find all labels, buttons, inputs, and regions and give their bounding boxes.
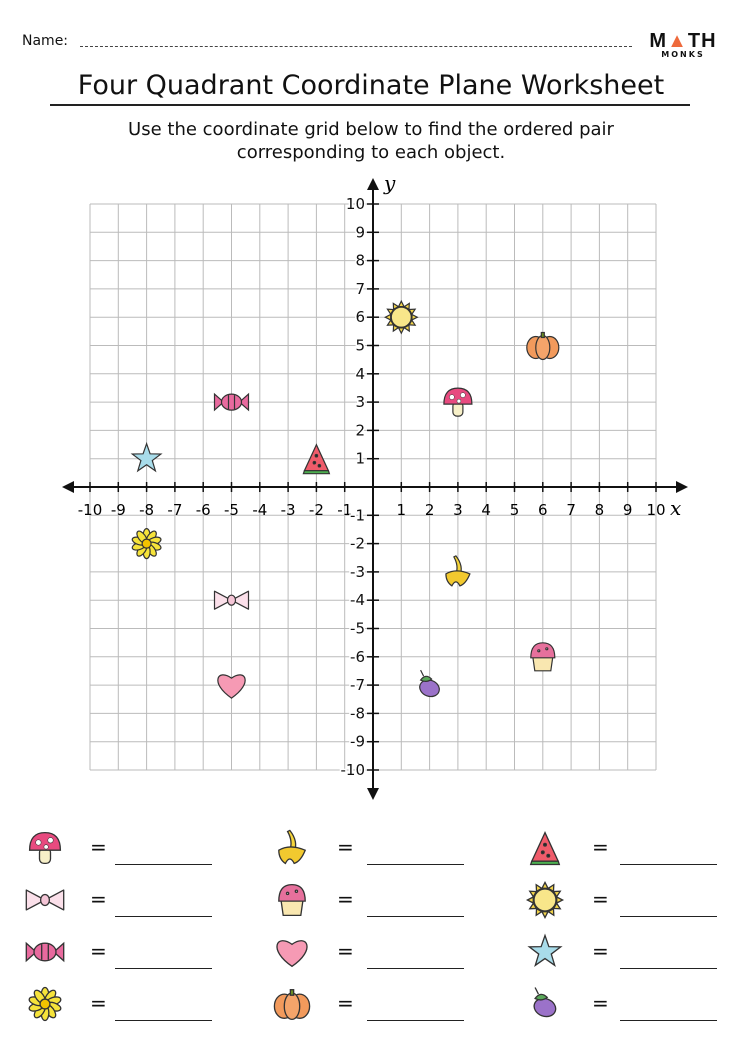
answer-blank-bow[interactable] xyxy=(115,916,212,917)
heart-icon xyxy=(277,941,307,967)
x-tick-label: -4 xyxy=(252,501,268,519)
flower-icon xyxy=(131,529,162,559)
cupcake-liner xyxy=(533,657,553,671)
y-tick-label: 4 xyxy=(355,364,365,383)
answer-blank-candy[interactable] xyxy=(115,968,212,969)
bow-knot xyxy=(41,895,50,906)
sun-ray xyxy=(412,314,417,319)
y-tick-label: -7 xyxy=(350,676,365,695)
equals-sign: = xyxy=(337,835,354,859)
sprinkle xyxy=(287,892,289,894)
y-axis-label: y xyxy=(384,171,396,195)
heart-icon xyxy=(218,675,245,698)
answer-blank-banana[interactable] xyxy=(367,864,464,865)
sun-disc xyxy=(534,889,556,911)
answer-blank-cupcake[interactable] xyxy=(367,916,464,917)
sun-ray xyxy=(557,897,563,903)
x-tick-label: 1 xyxy=(396,501,407,519)
equals-sign: = xyxy=(592,887,609,911)
candy-icon xyxy=(215,394,249,410)
sun-ray xyxy=(399,328,404,333)
answer-blank-heart[interactable] xyxy=(367,968,464,969)
x-tick-label: 5 xyxy=(509,501,520,519)
y-tick-label: 9 xyxy=(355,223,365,242)
pumpkin-stem xyxy=(541,333,544,338)
cupcake-frosting xyxy=(279,885,305,902)
flower-center xyxy=(142,539,151,548)
banana-icon xyxy=(279,830,305,863)
equals-sign: = xyxy=(337,939,354,963)
y-tick-label: -9 xyxy=(350,732,365,751)
y-tick-label: -10 xyxy=(340,761,365,779)
flower-icon xyxy=(28,988,62,1021)
y-tick-label: -3 xyxy=(350,562,365,581)
flower-center xyxy=(40,999,50,1009)
sun-disc xyxy=(391,307,411,327)
banana-icon xyxy=(446,556,470,586)
x-tick-label: -6 xyxy=(195,501,211,519)
y-tick-label: 5 xyxy=(355,336,365,355)
sun-ray xyxy=(542,882,548,888)
watermelon-seed xyxy=(547,854,550,857)
answer-blank-eggplant[interactable] xyxy=(620,1020,717,1021)
watermelon-rind xyxy=(303,471,329,474)
y-tick-label: 3 xyxy=(355,393,365,412)
x-axis-label: x xyxy=(670,496,682,520)
candy-icon xyxy=(26,943,63,961)
instructions: Use the coordinate grid below to find the ordered pair corresponding to each object. xyxy=(128,119,614,163)
eggplant-stem xyxy=(535,988,538,995)
pumpkin-lobe xyxy=(536,336,550,360)
pumpkin-stem xyxy=(290,990,293,996)
answer-blank-pumpkin[interactable] xyxy=(367,1020,464,1021)
mushroom-spot xyxy=(48,838,54,844)
y-tick-label: 2 xyxy=(355,421,365,440)
sun-icon xyxy=(527,882,562,917)
x-tick-label: 8 xyxy=(594,501,605,519)
mushroom-spot xyxy=(449,395,454,400)
banana-bunch xyxy=(279,847,305,864)
equals-sign: = xyxy=(90,887,107,911)
page-title: Four Quadrant Coordinate Plane Worksheet xyxy=(77,70,665,101)
banana-bunch xyxy=(446,571,470,586)
x-axis-arrow-right xyxy=(676,481,688,493)
sprinkle xyxy=(538,650,540,652)
x-tick-label: -9 xyxy=(110,501,126,519)
equals-sign: = xyxy=(592,939,609,963)
x-tick-label: 2 xyxy=(424,501,435,519)
watermelon-seed xyxy=(313,462,315,464)
cupcake-icon xyxy=(279,885,305,916)
x-tick-label: -3 xyxy=(280,501,296,519)
sun-ray xyxy=(527,897,533,903)
bow-icon xyxy=(26,890,63,910)
answer-blank-sun[interactable] xyxy=(620,916,717,917)
y-tick-label: -2 xyxy=(350,534,365,553)
y-tick-label: 8 xyxy=(355,251,365,270)
cupcake-liner xyxy=(281,900,303,915)
mushroom-spot xyxy=(457,399,461,403)
pumpkin-lobe xyxy=(284,993,299,1019)
x-tick-label: 9 xyxy=(622,501,633,519)
star-icon xyxy=(529,936,560,966)
y-tick-label: -4 xyxy=(350,591,365,610)
y-axis-arrow-up xyxy=(367,178,379,190)
x-tick-label: -10 xyxy=(77,501,103,519)
mushroom-spot xyxy=(460,393,465,398)
answer-blank-watermelon[interactable] xyxy=(620,864,717,865)
watermelon-rind xyxy=(531,861,560,864)
y-tick-label: -5 xyxy=(350,619,365,638)
y-tick-label: 10 xyxy=(345,195,365,213)
star-shape xyxy=(529,936,560,966)
x-tick-label: 7 xyxy=(566,501,576,519)
mushroom-icon xyxy=(30,833,61,864)
x-tick-label: -1 xyxy=(337,501,353,519)
mushroom-spot xyxy=(36,840,42,846)
answer-blank-star[interactable] xyxy=(620,968,717,969)
equals-sign: = xyxy=(90,835,107,859)
equals-sign: = xyxy=(592,835,609,859)
sprinkle xyxy=(546,648,548,650)
x-tick-label: 4 xyxy=(481,501,491,519)
sun-ray xyxy=(542,912,548,918)
heart-shape xyxy=(218,675,245,698)
x-tick-label: -7 xyxy=(167,501,183,519)
bow-knot xyxy=(228,595,236,605)
heart-shape xyxy=(277,941,307,967)
y-tick-label: -1 xyxy=(350,506,365,525)
equals-sign: = xyxy=(337,887,354,911)
sun-ray xyxy=(385,314,390,319)
equals-sign: = xyxy=(337,991,354,1015)
cupcake-icon xyxy=(531,643,555,671)
y-tick-label: 7 xyxy=(355,279,365,298)
watermelon-seed xyxy=(315,455,317,457)
x-tick-label: -2 xyxy=(308,501,324,519)
mushroom-spot xyxy=(44,845,48,849)
logo-text-top: M▲TH xyxy=(649,30,717,52)
y-axis-arrow-down xyxy=(367,788,379,800)
watermelon-seed xyxy=(318,465,320,467)
sun-icon xyxy=(385,301,417,333)
eggplant-stem xyxy=(421,670,424,676)
eggplant-cap xyxy=(535,994,547,1000)
eggplant-icon xyxy=(532,988,559,1020)
y-tick-label: -6 xyxy=(350,647,365,666)
candy-body xyxy=(34,943,56,961)
answer-blank-mushroom[interactable] xyxy=(115,864,212,865)
watermelon-icon xyxy=(531,833,560,865)
pumpkin-icon xyxy=(527,333,559,360)
equals-sign: = xyxy=(90,939,107,963)
y-tick-label: -8 xyxy=(350,704,365,723)
name-label: Name: xyxy=(22,33,69,49)
x-tick-label: -8 xyxy=(139,501,155,519)
x-axis-arrow-left xyxy=(62,481,74,493)
cupcake-frosting xyxy=(531,643,555,658)
logo-text-bottom: MONKS xyxy=(661,50,705,59)
x-tick-label: -5 xyxy=(224,501,239,519)
x-tick-label: 6 xyxy=(538,501,548,519)
x-tick-label: 3 xyxy=(453,501,463,519)
sun-ray xyxy=(399,301,404,306)
watermelon-seed xyxy=(544,843,547,846)
pumpkin-icon xyxy=(274,990,309,1020)
equals-sign: = xyxy=(592,991,609,1015)
y-tick-label: 6 xyxy=(355,308,365,327)
answer-blank-flower[interactable] xyxy=(115,1020,212,1021)
mushroom-icon xyxy=(444,388,472,416)
watermelon-flesh xyxy=(532,833,558,862)
y-tick-label: 1 xyxy=(355,449,365,468)
x-tick-label: 10 xyxy=(646,501,666,519)
sprinkle xyxy=(295,890,297,892)
watermelon-seed xyxy=(541,851,544,854)
watermelon-flesh xyxy=(304,445,328,471)
candy-body xyxy=(222,394,242,410)
eggplant-cap xyxy=(421,676,432,681)
equals-sign: = xyxy=(90,991,107,1015)
